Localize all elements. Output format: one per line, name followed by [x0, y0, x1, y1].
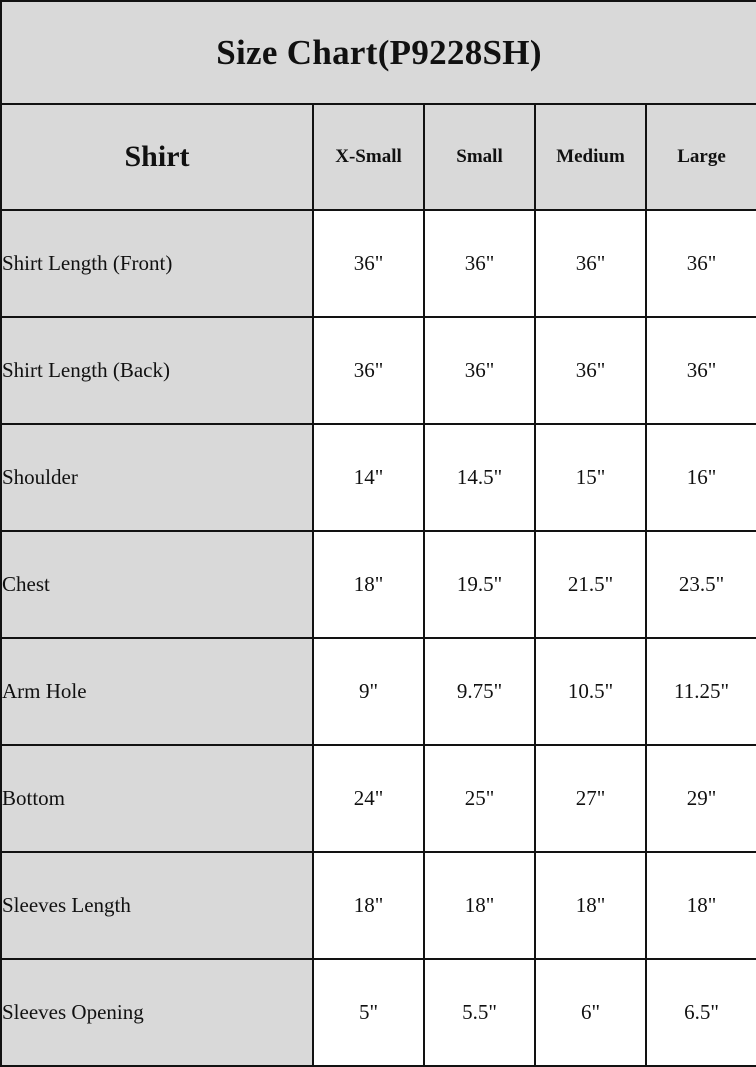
measurement-value: 18"	[646, 852, 756, 959]
measurement-value: 36"	[313, 210, 424, 317]
measurement-value: 36"	[646, 210, 756, 317]
measurement-value: 18"	[535, 852, 646, 959]
measurement-label: Bottom	[1, 745, 313, 852]
measurement-label: Shoulder	[1, 424, 313, 531]
column-header-medium: Medium	[535, 104, 646, 210]
measurement-value: 21.5"	[535, 531, 646, 638]
page-title: Size Chart(P9228SH)	[1, 1, 756, 104]
measurement-value: 6"	[535, 959, 646, 1066]
measurement-value: 14"	[313, 424, 424, 531]
measurement-label: Chest	[1, 531, 313, 638]
measurement-value: 36"	[646, 317, 756, 424]
measurement-label: Shirt Length (Front)	[1, 210, 313, 317]
column-header-x-small: X-Small	[313, 104, 424, 210]
table-row	[1, 210, 756, 317]
table-row	[1, 745, 756, 852]
measurement-value: 25"	[424, 745, 535, 852]
table-row	[1, 317, 756, 424]
table-row	[1, 852, 756, 959]
measurement-value: 5"	[313, 959, 424, 1066]
measurement-value: 14.5"	[424, 424, 535, 531]
measurement-value: 15"	[535, 424, 646, 531]
measurement-label: Sleeves Opening	[1, 959, 313, 1066]
measurement-value: 9"	[313, 638, 424, 745]
measurement-value: 5.5"	[424, 959, 535, 1066]
measurement-value: 29"	[646, 745, 756, 852]
measurement-value: 36"	[424, 317, 535, 424]
measurement-value: 16"	[646, 424, 756, 531]
measurement-value: 24"	[313, 745, 424, 852]
measurement-value: 18"	[424, 852, 535, 959]
table-row	[1, 531, 756, 638]
table-row	[1, 638, 756, 745]
measurement-value: 36"	[424, 210, 535, 317]
measurement-value: 10.5"	[535, 638, 646, 745]
measurement-value: 11.25"	[646, 638, 756, 745]
category-header: Shirt	[1, 104, 313, 210]
column-header-small: Small	[424, 104, 535, 210]
measurement-value: 6.5"	[646, 959, 756, 1066]
measurement-value: 36"	[535, 210, 646, 317]
measurement-value: 36"	[313, 317, 424, 424]
measurement-value: 9.75"	[424, 638, 535, 745]
table-header-row	[1, 104, 756, 210]
column-header-large: Large	[646, 104, 756, 210]
measurement-value: 27"	[535, 745, 646, 852]
measurement-value: 23.5"	[646, 531, 756, 638]
measurement-label: Arm Hole	[1, 638, 313, 745]
measurement-label: Sleeves Length	[1, 852, 313, 959]
measurement-value: 18"	[313, 531, 424, 638]
table-row	[1, 959, 756, 1066]
title-row	[1, 1, 756, 104]
table-row	[1, 424, 756, 531]
measurement-value: 36"	[535, 317, 646, 424]
measurement-value: 19.5"	[424, 531, 535, 638]
measurement-label: Shirt Length (Back)	[1, 317, 313, 424]
measurement-value: 18"	[313, 852, 424, 959]
